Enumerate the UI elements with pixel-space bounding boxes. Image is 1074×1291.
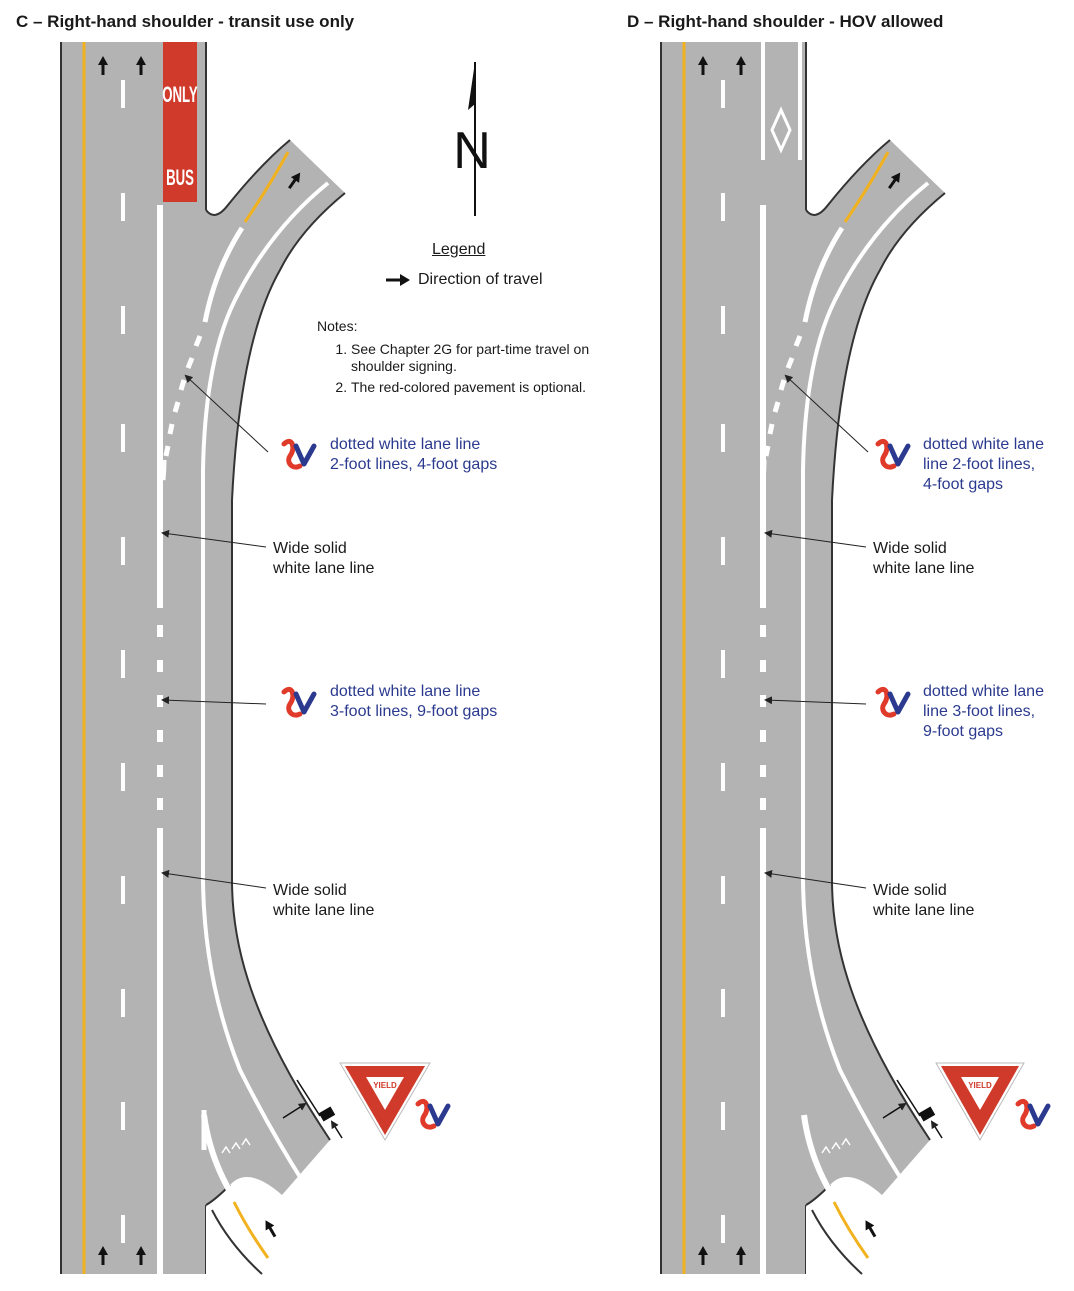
north-arrow-icon	[453, 62, 491, 216]
notes-block	[317, 318, 637, 400]
bus-text: BUS	[166, 165, 194, 190]
callout-wide-solid-1-c	[273, 539, 374, 579]
yield-text-d: YIELD	[968, 1081, 992, 1090]
note-item: 2. The red-colored pavement is optional.	[351, 379, 637, 396]
bus-only-text: ONLY	[162, 82, 198, 107]
callout-wide-solid-2-c	[273, 881, 374, 921]
yield-sign-d	[936, 1063, 1024, 1140]
callout-line: Wide solid	[273, 540, 347, 557]
panel-d-title: D – Right-hand shoulder - HOV allowed	[627, 12, 944, 31]
callout-line: white lane line	[273, 902, 375, 919]
callout-wide-solid-2-d	[873, 881, 974, 921]
callout-dotted-mid-c	[330, 682, 497, 722]
legend-direction-label: Direction of travel	[418, 271, 543, 288]
callout-line: white lane line	[873, 560, 975, 577]
callout-line: dotted white lane line	[330, 683, 481, 700]
callout-dotted-top-c	[330, 435, 497, 475]
callout-line: 3-foot lines, 9-foot gaps	[330, 703, 498, 720]
north-letter: N	[453, 122, 491, 180]
callout-line: 2-foot lines, 4-foot gaps	[330, 456, 498, 473]
callout-line: Wide solid	[873, 540, 947, 557]
callout-dotted-mid-d	[923, 682, 1044, 742]
callout-line: 4-foot gaps	[923, 476, 1004, 493]
legend-title: Legend	[432, 241, 486, 258]
callout-line: dotted white lane	[923, 436, 1044, 453]
notes-title: Notes:	[317, 318, 358, 334]
yield-sign-c	[340, 1063, 430, 1140]
callout-line: Wide solid	[273, 882, 347, 899]
callout-line: line 3-foot lines,	[923, 703, 1036, 720]
callout-line: dotted white lane line	[330, 436, 481, 453]
legend-arrow-icon	[386, 274, 410, 286]
callout-line: line 2-foot lines,	[923, 456, 1036, 473]
note-item: 1. See Chapter 2G for part-time travel on shoulder signing.	[351, 341, 637, 375]
callout-line: Wide solid	[873, 882, 947, 899]
callout-line: white lane line	[873, 902, 975, 919]
callout-line: 9-foot gaps	[923, 723, 1004, 740]
callout-dotted-top-d	[923, 435, 1044, 495]
panel-c-title: C – Right-hand shoulder - transit use only	[16, 12, 355, 31]
callout-line: dotted white lane	[923, 683, 1044, 700]
yield-text-c: YIELD	[373, 1081, 397, 1090]
callout-wide-solid-1-d	[873, 539, 974, 579]
callout-line: white lane line	[273, 560, 375, 577]
